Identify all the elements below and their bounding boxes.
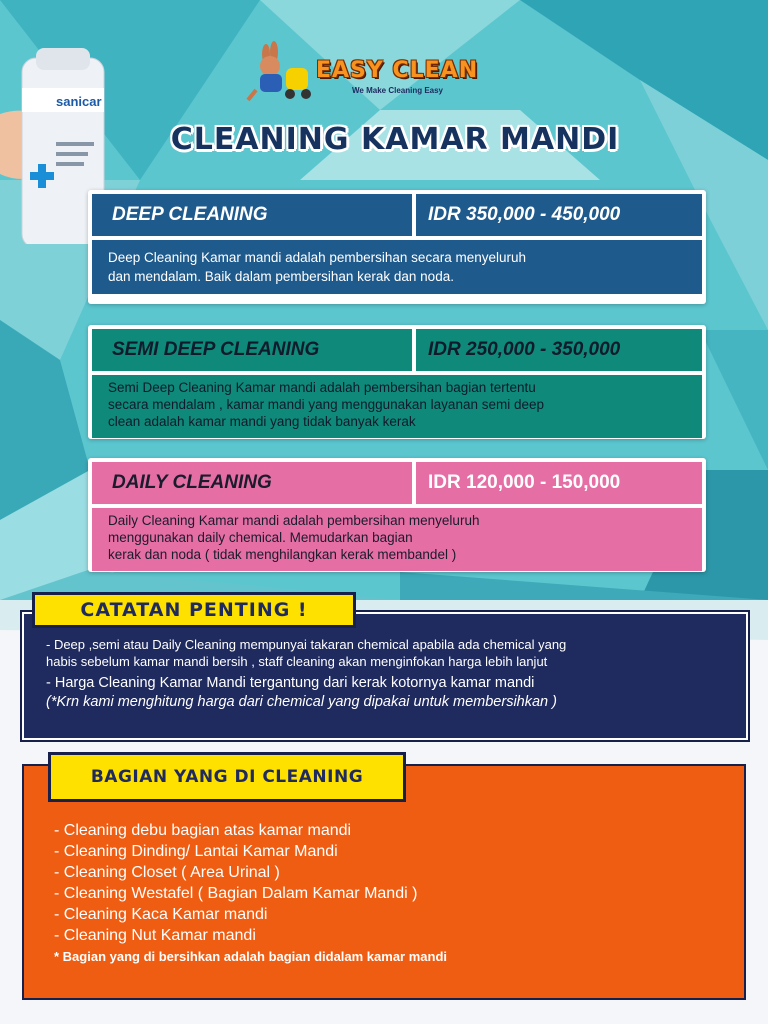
package-name: DEEP CLEANING [92, 194, 412, 236]
page-title: CLEANING KAMAR MANDI [170, 122, 620, 157]
brand-name: EASY CLEAN [316, 58, 479, 83]
area-item: - Cleaning debu bagian atas kamar mandi [54, 822, 352, 839]
package-description [92, 375, 702, 438]
package-description [92, 508, 702, 571]
area-item: - Cleaning Dinding/ Lantai Kamar Mandi [54, 843, 338, 860]
important-notes-box [22, 612, 748, 740]
brand-logo [244, 40, 524, 104]
package-description [92, 240, 702, 294]
note-line: habis sebelum kamar mandi bersih , staff cleaning akan menginfokan harga lebih lanjut [46, 654, 548, 669]
cleaning-areas-label: BAGIAN YANG DI CLEANING [48, 752, 406, 802]
brand-tagline: We Make Cleaning Easy [352, 86, 443, 95]
description-line: kerak dan noda ( tidak menghilangkan kerak membandel ) [108, 547, 457, 562]
description-line: Semi Deep Cleaning Kamar mandi adalah pembersihan bagian tertentu [108, 380, 536, 395]
description-line: Daily Cleaning Kamar mandi adalah pembersihan menyeluruh [108, 513, 480, 528]
package-price: IDR 250,000 - 350,000 [416, 329, 702, 371]
area-footnote: * Bagian yang di bersihkan adalah bagian didalam kamar mandi [54, 949, 448, 964]
package-card-deep [88, 190, 706, 304]
note-line: (*Krn kami menghitung harga dari chemical yang dipakai untuk membersihkan ) [46, 694, 557, 710]
spray-brand-label: sanicar [56, 94, 102, 109]
description-line: clean adalah kamar mandi yang tidak banyak kerak [108, 414, 416, 429]
description-line: dan mendalam. Baik dalam pembersihan kerak dan noda. [108, 269, 454, 284]
area-item: - Cleaning Closet ( Area Urinal ) [54, 864, 280, 881]
important-notes-label: CATATAN PENTING ! [32, 592, 356, 628]
package-name: SEMI DEEP CLEANING [92, 329, 412, 371]
description-line: menggunakan daily chemical. Memudarkan bagian [108, 530, 413, 545]
package-name: DAILY CLEANING [92, 462, 412, 504]
note-line: - Deep ,semi atau Daily Cleaning mempunyai takaran chemical apabila ada chemical yang [46, 637, 567, 652]
area-item: - Cleaning Westafel ( Bagian Dalam Kamar Mandi ) [54, 885, 418, 902]
note-line: - Harga Cleaning Kamar Mandi tergantung dari kerak kotornya kamar mandi [46, 675, 535, 691]
area-item: - Cleaning Nut Kamar mandi [54, 927, 256, 944]
area-item: - Cleaning Kaca Kamar mandi [54, 906, 268, 923]
description-line: secara mendalam , kamar mandi yang menggunakan layanan semi deep [108, 397, 545, 412]
package-price: IDR 350,000 - 450,000 [416, 194, 702, 236]
package-card-semi-deep [88, 325, 706, 439]
package-price: IDR 120,000 - 150,000 [416, 462, 702, 504]
rabbit-mascot-icon [244, 40, 320, 102]
description-line: Deep Cleaning Kamar mandi adalah pembersihan secara menyeluruh [108, 250, 526, 265]
package-card-daily [88, 458, 706, 572]
